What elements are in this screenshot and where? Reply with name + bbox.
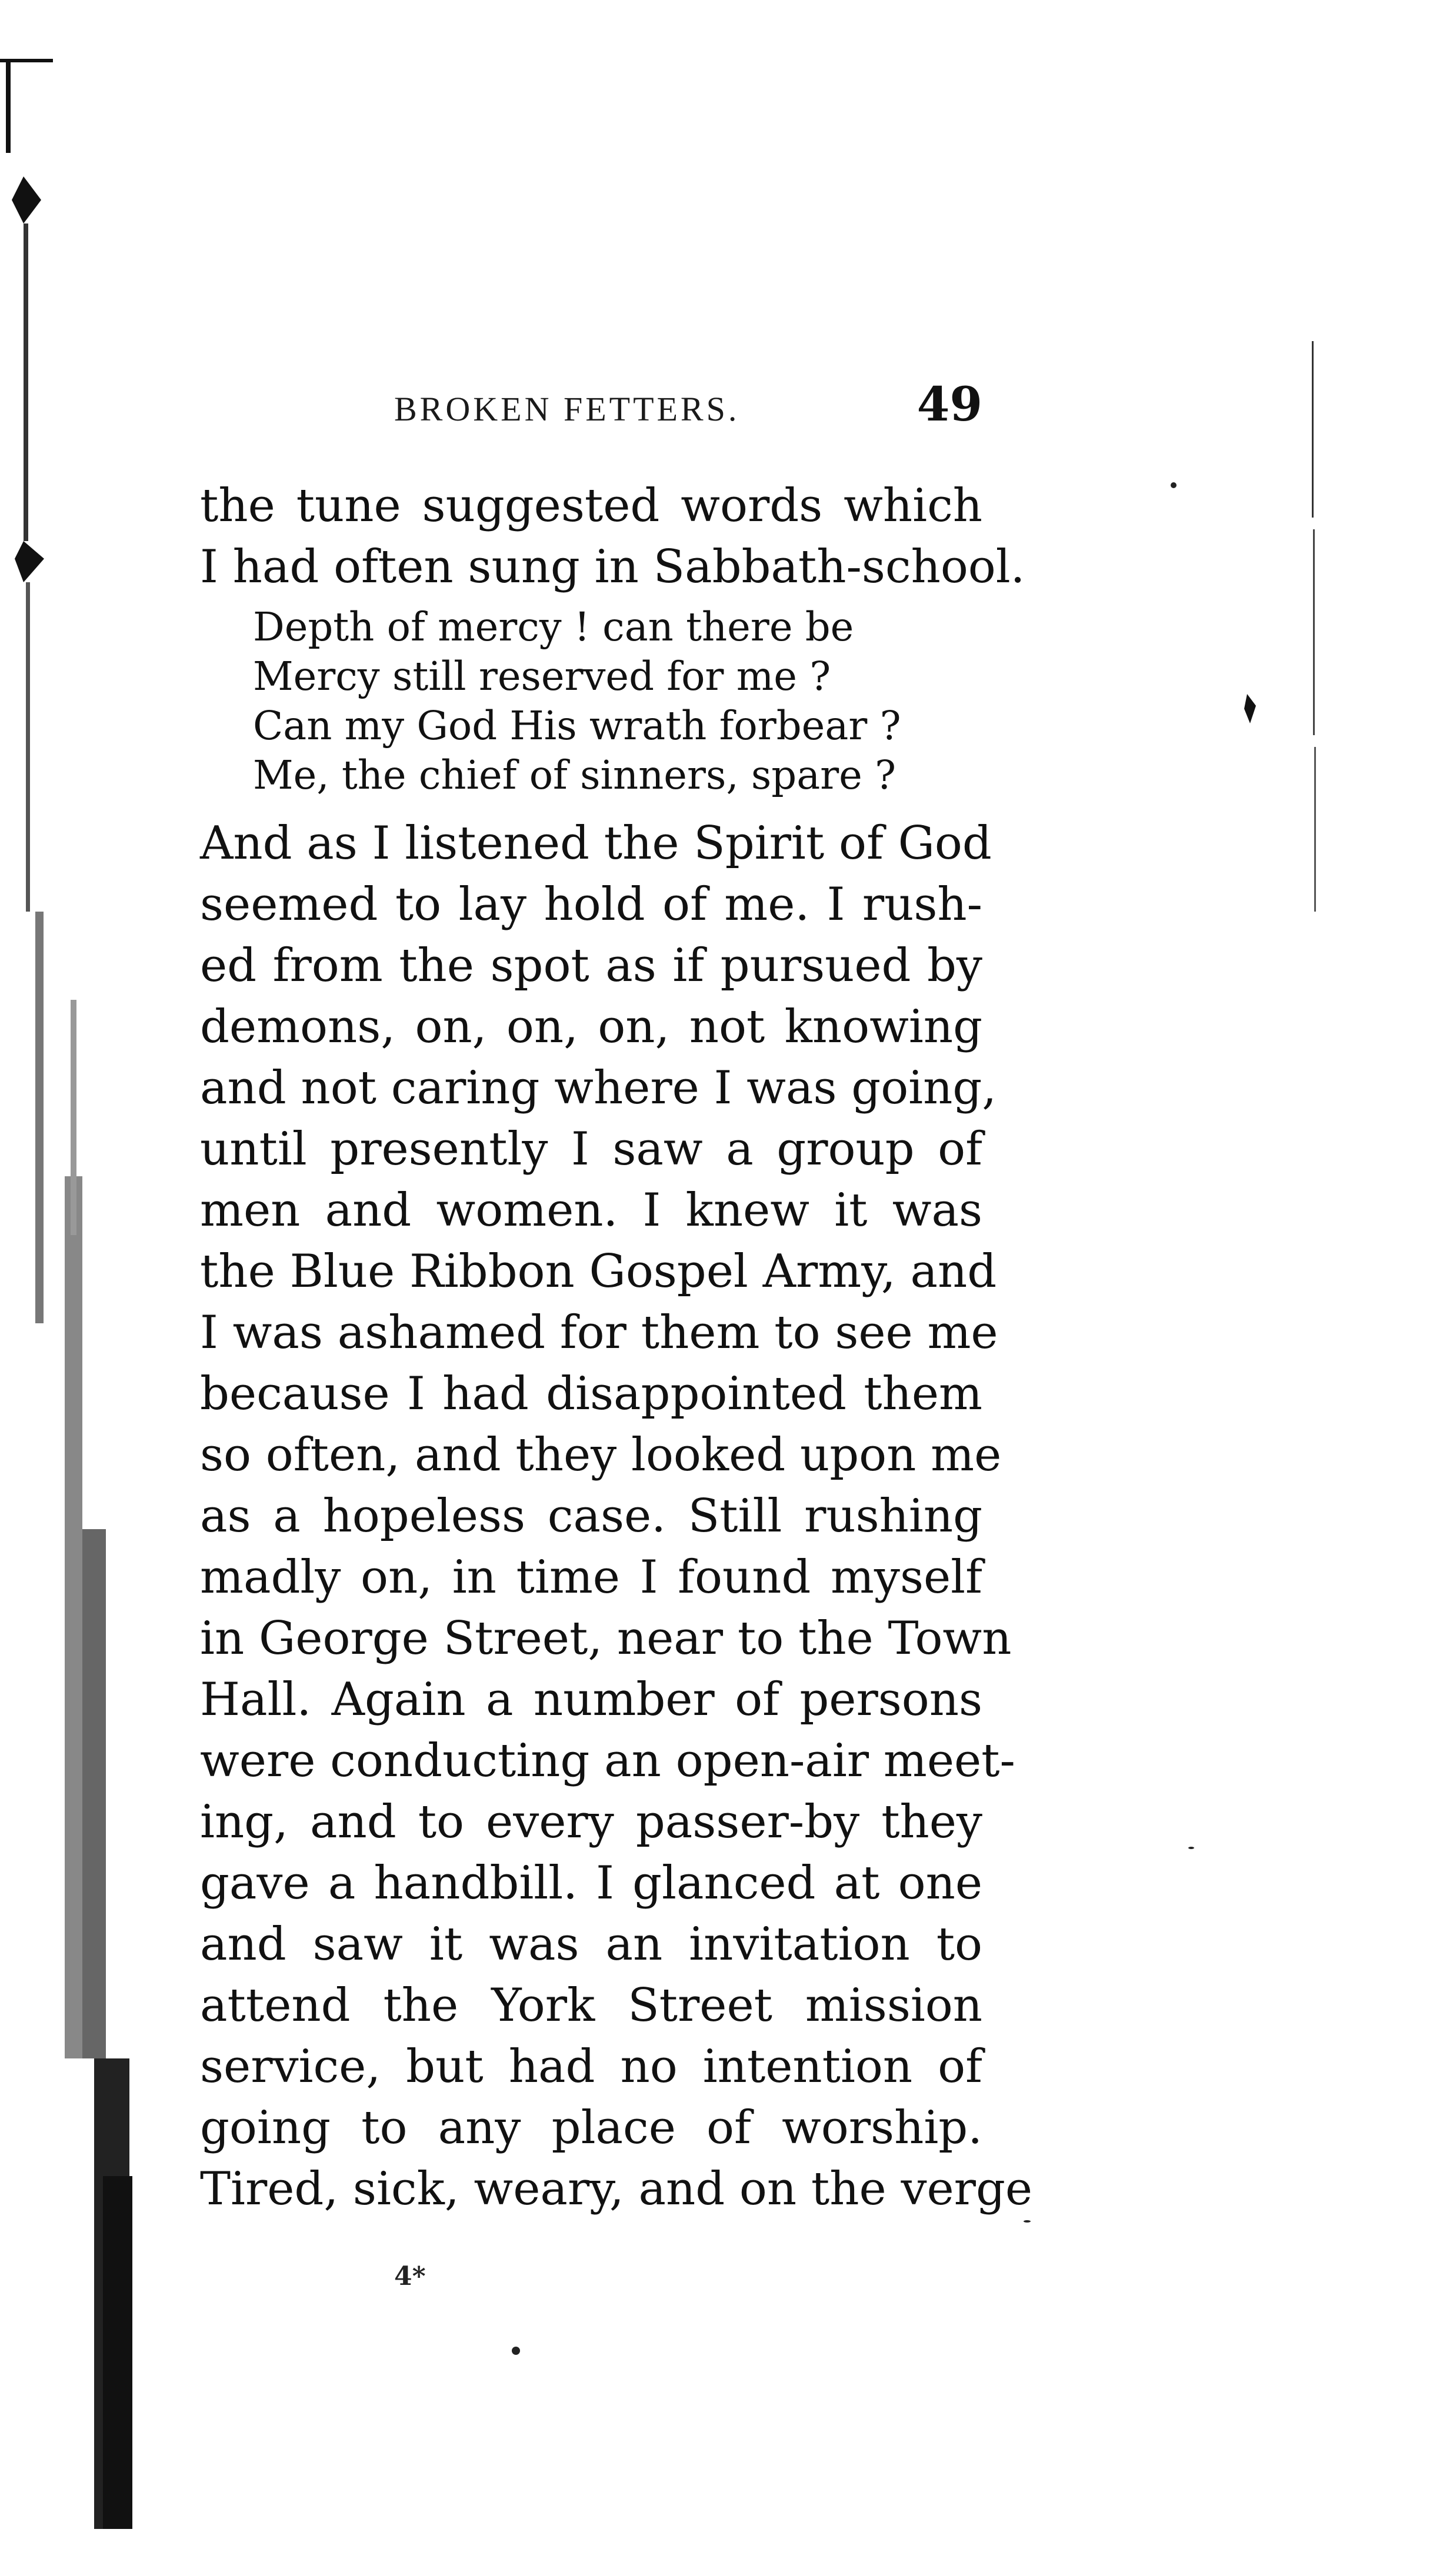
ink-speck <box>512 2347 520 2355</box>
verse-line: Can my God His wrath forbear ? <box>253 703 901 749</box>
page-number: 49 <box>917 376 982 432</box>
text-line: as a hopeless case. Still rushing <box>200 1490 982 1543</box>
text-line: in George Street, near to the Town <box>200 1612 1012 1665</box>
text-line: gave a handbill. I glanced at one <box>200 1857 982 1910</box>
text-line: men and women. I knew it was <box>200 1184 982 1237</box>
verse-line: Mercy still reserved for me ? <box>253 653 831 699</box>
text-line: and not caring where I was going, <box>200 1062 997 1115</box>
text-line: I had often sung in Sabbath-school. <box>200 540 1025 593</box>
ink-speck <box>1171 482 1177 488</box>
text-line: seemed to lay hold of me. I rush- <box>200 878 982 931</box>
running-head: BROKEN FETTERS. <box>394 390 740 428</box>
text-line: Hall. Again a number of persons <box>200 1673 982 1726</box>
text-line: ing, and to every passer-by they <box>200 1796 982 1848</box>
ink-speck <box>1188 1847 1194 1849</box>
text-line: service, but had no intention of <box>200 2040 982 2093</box>
hymn-verse <box>200 602 982 800</box>
text-line: were conducting an open-air meet- <box>200 1734 1015 1787</box>
text-line: the tune suggested words which <box>200 479 982 532</box>
text-line: and saw it was an invitation to <box>200 1918 982 1971</box>
verse-line: Depth of mercy ! can there be <box>253 604 854 650</box>
text-line: demons, on, on, on, not knowing <box>200 1000 982 1053</box>
text-line: going to any place of worship. <box>200 2101 982 2154</box>
text-line: ed from the spot as if pursued by <box>200 939 982 992</box>
right-edge-marks <box>1235 176 1412 2117</box>
text-line: so often, and they looked upon me <box>200 1429 1002 1481</box>
text-line: madly on, in time I found myself <box>200 1551 982 1604</box>
text-line: attend the York Street mission <box>200 1979 982 2032</box>
ink-speck <box>1024 2220 1031 2223</box>
text-line: the Blue Ribbon Gospel Army, and <box>200 1245 997 1298</box>
signature-mark: 4* <box>394 2261 426 2291</box>
verse-line: Me, the chief of sinners, spare ? <box>253 752 897 798</box>
page-header <box>200 376 982 441</box>
binding-gutter <box>0 0 194 2574</box>
text-line: I was ashamed for them to see me <box>200 1306 998 1359</box>
body-text <box>200 475 1033 2220</box>
text-line: because I had disappointed them <box>200 1367 982 1420</box>
text-line: Tired, sick, weary, and on the verge <box>200 2163 1033 2215</box>
text-line: And as I listened the Spirit of God <box>200 817 992 870</box>
text-line: until presently I saw a group of <box>200 1123 982 1176</box>
